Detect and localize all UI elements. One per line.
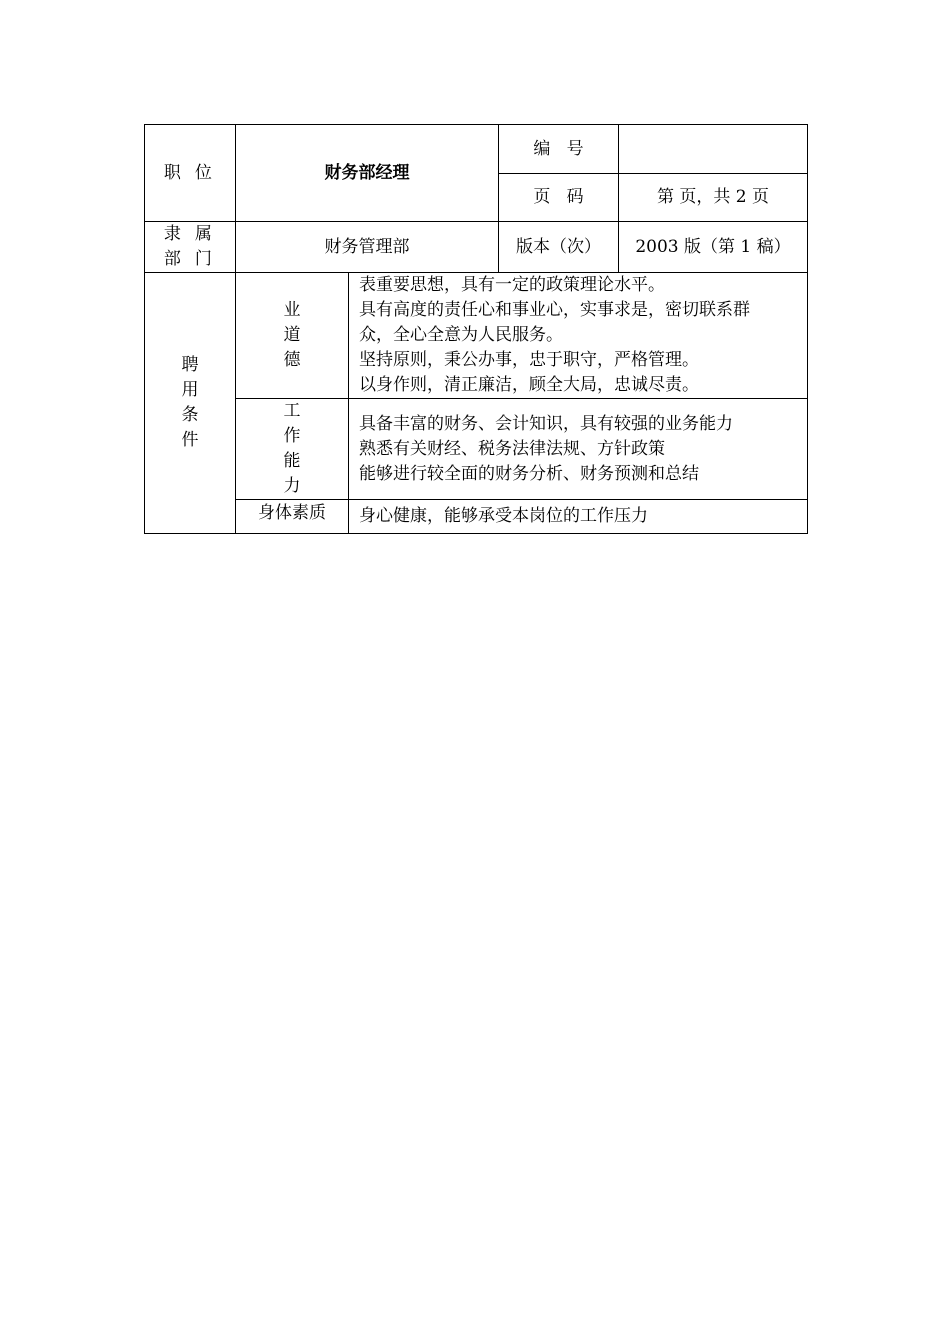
dept-label-line2: 部 门 bbox=[163, 249, 217, 269]
ability-line: 能够进行较全面的财务分析、财务预测和总结 bbox=[359, 463, 699, 484]
page-label-text: 页 码 bbox=[533, 187, 584, 208]
ethics-line: 表重要思想，具有一定的政策理论水平。 bbox=[359, 275, 665, 295]
physical-label: 身体素质 bbox=[236, 500, 349, 534]
ethics-text bbox=[349, 273, 808, 399]
ability-line: 熟悉有关财经、税务法律法规、方针政策 bbox=[359, 438, 665, 459]
conditions-label-char: 条 bbox=[181, 405, 199, 425]
dept-label bbox=[145, 222, 236, 273]
job-description-table bbox=[144, 124, 808, 534]
page-value: 第 页，共 2 页 bbox=[619, 174, 808, 222]
ethics-line: 坚持原则，秉公办事，忠于职守，严格管理。 bbox=[359, 350, 699, 370]
ethics-line: 以身作则，清正廉洁，顾全大局，忠诚尽责。 bbox=[359, 375, 699, 395]
ethics-line: 具有高度的责任心和事业心，实事求是，密切联系群 bbox=[359, 300, 750, 320]
number-label-text: 编 号 bbox=[533, 138, 584, 159]
page-label bbox=[499, 174, 619, 222]
conditions-label-char: 件 bbox=[181, 430, 199, 450]
position-value: 财务部经理 bbox=[236, 125, 499, 222]
ethics-label-char: 业 bbox=[283, 300, 301, 320]
dept-label-line1: 隶 属 bbox=[163, 224, 217, 244]
ethics-label bbox=[236, 273, 349, 399]
ability-label bbox=[236, 399, 349, 500]
ability-line: 具备丰富的财务、会计知识，具有较强的业务能力 bbox=[359, 413, 733, 434]
physical-text: 身心健康，能够承受本岗位的工作压力 bbox=[349, 500, 808, 534]
version-value: 2003 版（第 1 稿） bbox=[619, 222, 808, 273]
ability-label-char: 能 bbox=[283, 451, 301, 471]
ability-label-char: 力 bbox=[283, 476, 301, 496]
ability-label-char: 作 bbox=[283, 426, 301, 446]
conditions-label bbox=[145, 273, 236, 534]
position-label: 职 位 bbox=[145, 125, 236, 222]
version-label: 版本（次） bbox=[499, 222, 619, 273]
ethics-label-char: 道 bbox=[283, 325, 301, 345]
conditions-label-char: 用 bbox=[181, 380, 199, 400]
conditions-label-char: 聘 bbox=[181, 355, 199, 375]
number-label bbox=[499, 125, 619, 174]
number-value bbox=[619, 125, 808, 174]
ability-text bbox=[349, 399, 808, 500]
dept-value: 财务管理部 bbox=[236, 222, 499, 273]
ethics-line: 众，全心全意为人民服务。 bbox=[359, 325, 563, 345]
ethics-label-char: 德 bbox=[283, 350, 301, 370]
ability-label-char: 工 bbox=[283, 401, 301, 421]
